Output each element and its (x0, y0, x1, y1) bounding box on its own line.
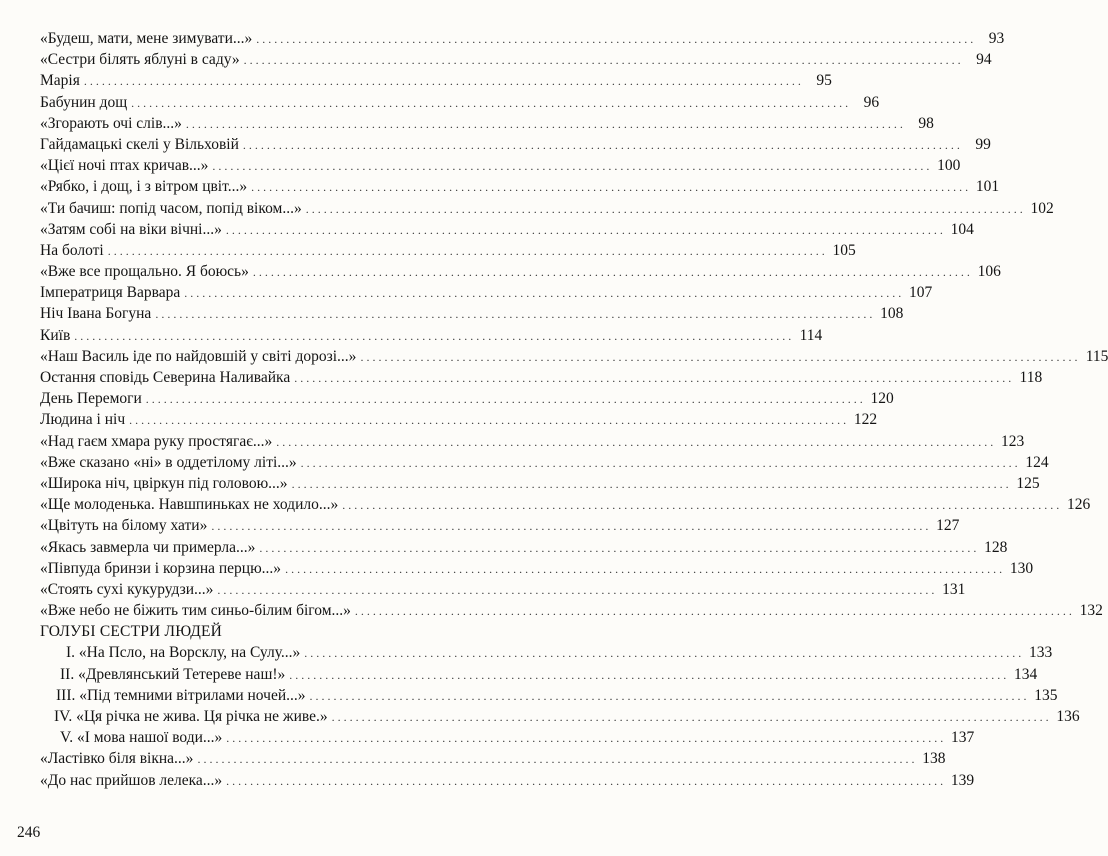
dot-leader: ........................................................................................................................ (155, 307, 876, 322)
toc-row (40, 388, 894, 409)
dot-leader: ........................................................................................................................ (285, 561, 1006, 576)
toc-title: Людина і ніч (40, 411, 126, 429)
section-heading: ГОЛУБІ СЕСТРИ ЛЮДЕЙ (40, 623, 223, 641)
toc-row (40, 198, 1054, 219)
toc-title: День Перемоги (40, 390, 142, 408)
toc-page-number: 131 (942, 580, 966, 598)
dot-leader: ........................................................................................................................ (291, 476, 1012, 491)
toc-page-number: 107 (909, 284, 933, 302)
toc-title: «Півпуда бринзи і корзина перцю...» (40, 559, 282, 577)
toc-page-number: 130 (1009, 559, 1034, 577)
toc-title: Київ (40, 326, 71, 344)
dot-leader: ........................................................................................................................ (252, 265, 973, 280)
dot-leader: ........................................................................................................................ (197, 752, 918, 767)
toc-title: «Наш Василь іде по найдовшій у світі дорозі...» (40, 347, 357, 365)
toc-subtitle: IV. «Ця річка не жива. Ця річка не живе.» (54, 708, 328, 725)
toc-page-number: 94 (976, 51, 992, 69)
toc-row (40, 748, 946, 769)
toc-title: «Цієї ночі птах кричав...» (40, 157, 209, 175)
dot-leader: ........................................................................................................................ (304, 646, 1025, 661)
toc-title: «Рябко, і дощ, і з вітром цвіт...» (40, 178, 248, 196)
table-of-contents (40, 28, 1108, 791)
toc-title: «До нас прийшов лелека...» (40, 771, 223, 789)
toc-page-number: 100 (937, 157, 961, 175)
toc-row (40, 452, 1049, 473)
toc-row (40, 431, 1025, 452)
toc-row (40, 515, 960, 536)
toc-page-number: 128 (984, 538, 1008, 556)
toc-title: «Якась завмерла чи примерла...» (40, 538, 256, 556)
toc-row (40, 770, 975, 791)
dot-leader: ........................................................................................................................ (342, 498, 1063, 513)
toc-title: «Широка ніч, цвіркун під головою...» (40, 474, 288, 492)
toc-title: Ніч Івана Богуна (40, 305, 152, 323)
toc-page-number: 99 (975, 135, 991, 153)
toc-row (40, 261, 1001, 282)
toc-page-number: 96 (863, 93, 880, 111)
dot-leader: ........................................................................................................................ (74, 328, 795, 343)
dot-leader: ........................................................................................................................ (226, 773, 947, 788)
dot-leader: ........................................................................................................................ (185, 116, 906, 131)
toc-title: Марія (40, 72, 80, 90)
toc-page-number: 133 (1029, 644, 1053, 662)
toc-page-number: 122 (853, 411, 878, 429)
toc-row (40, 28, 1005, 49)
dot-leader: ........................................................................................................................ (145, 392, 866, 407)
toc-row (40, 155, 961, 176)
toc-row (40, 303, 904, 324)
toc-page-number: 123 (1001, 432, 1025, 450)
dot-leader: ........................................................................................................................ (184, 286, 905, 301)
toc-row (40, 558, 1034, 579)
toc-row (40, 325, 823, 346)
toc-title: «Будеш, мати, мене зимувати...» (40, 30, 253, 47)
toc-title: На болоті (40, 241, 104, 259)
dot-leader: ........................................................................................................................ (217, 582, 938, 597)
toc-page-number: 108 (880, 305, 904, 323)
dot-leader: ........................................................................................................................ (131, 95, 852, 110)
toc-page-number: 138 (922, 750, 946, 768)
toc-page-number: 134 (1014, 665, 1038, 683)
toc-page-number: 118 (1019, 369, 1043, 386)
toc-title: «Стоять сухі кукурудзи...» (40, 580, 214, 598)
dot-leader: ........................................................................................................................ (107, 243, 828, 258)
toc-title: Остання сповідь Северина Наливайка (40, 369, 291, 386)
toc-page-number: 104 (950, 220, 974, 238)
toc-title: «Вже небо не біжить тим синьо-білим бігом...» (40, 602, 351, 620)
toc-page-number: 135 (1034, 686, 1058, 704)
toc-title: Бабунин дощ (40, 93, 128, 111)
section-heading-row (40, 621, 518, 642)
toc-row (40, 494, 1091, 515)
dot-leader: ........................................................................................................................ (211, 519, 932, 534)
dot-leader: ........................................................................................................................ (256, 32, 977, 46)
toc-page-number: 115 (1085, 347, 1108, 365)
dot-leader: ........................................................................................................................ (226, 731, 947, 746)
dot-leader: ........................................................................................................................ (305, 201, 1026, 216)
toc-page-number: 102 (1030, 199, 1054, 217)
toc-title: «Над гаєм хмара руку простягає...» (40, 432, 273, 450)
toc-row (40, 240, 856, 261)
dot-leader: ........................................................................................................................ (242, 137, 963, 152)
toc-row (40, 49, 992, 70)
toc-row (40, 176, 1000, 197)
toc-page-number: 98 (918, 114, 934, 132)
toc-row (40, 367, 1043, 388)
toc-title: «Ще молоденька. Навшпиньках не ходило...» (40, 496, 339, 514)
toc-subtitle: V. «І мова нашої води...» (60, 729, 223, 747)
toc-subtitle: III. «Під темними вітрилами ночей...» (56, 686, 306, 704)
toc-page-number: 136 (1056, 708, 1080, 725)
toc-page-number: 101 (975, 178, 1000, 196)
toc-row (40, 409, 878, 430)
dot-leader: ........................................................................................................................ (83, 74, 804, 89)
toc-page-number: 105 (832, 241, 856, 259)
dot-leader: ........................................................................................................................ (289, 667, 1010, 682)
toc-page-number: 95 (816, 72, 832, 90)
toc-title: «Ластівко біля вікна...» (40, 750, 194, 768)
toc-title: «Згорають очі слів...» (40, 114, 182, 132)
page-number-footer: 246 (17, 824, 41, 841)
toc-page-number: 114 (799, 326, 823, 344)
toc-title: «Вже все прощально. Я боюсь» (40, 263, 249, 281)
toc-page-number: 139 (950, 771, 975, 789)
toc-row (40, 113, 934, 134)
toc-title: «Затям собі на віки вічні...» (40, 220, 222, 238)
dot-leader: ........................................................................................................................ (300, 455, 1021, 470)
toc-subrow (40, 685, 1058, 706)
toc-page-number: 93 (988, 30, 1005, 47)
toc-subrow (40, 706, 1080, 727)
toc-page-number: 124 (1025, 453, 1049, 471)
toc-row (40, 92, 880, 113)
toc-row (40, 473, 1040, 494)
toc-page-number: 106 (977, 263, 1001, 281)
toc-subtitle: II. «Древлянський Тетереве наш!» (60, 665, 286, 683)
toc-title: Гайдамацькі скелі у Вільховій (40, 135, 239, 153)
toc-subrow (40, 664, 1038, 685)
toc-title: Імператриця Варвара (40, 284, 181, 302)
dot-leader: ........................................................................................................................ (212, 159, 933, 174)
dot-leader: ........................................................................................................................ (360, 349, 1081, 364)
dot-leader: ........................................................................................................................ (129, 413, 850, 428)
dot-leader: ........................................................................................................................ (276, 434, 997, 449)
toc-page-number: 137 (951, 729, 975, 747)
toc-page-number: 132 (1079, 602, 1103, 620)
toc-page-number: 125 (1016, 474, 1040, 492)
toc-page-number: 127 (936, 517, 960, 535)
toc-row (40, 579, 966, 600)
toc-page-number: 126 (1066, 496, 1091, 514)
toc-title: «Цвітуть на білому хати» (40, 517, 208, 535)
toc-subtitle: I. «На Псло, на Ворсклу, на Сулу...» (66, 644, 301, 662)
toc-row (40, 346, 1108, 367)
toc-row (40, 219, 974, 240)
toc-title: «Ти бачиш: попід часом, попід віком...» (40, 199, 302, 217)
dot-leader: ........................................................................................................................ (354, 604, 1075, 619)
toc-title: «Вже сказано «ні» в оддетілому літі...» (40, 453, 297, 471)
dot-leader: ........................................................................................................................ (331, 710, 1052, 724)
toc-page-number: 120 (870, 390, 894, 408)
dot-leader: ........................................................................................................................ (225, 222, 946, 237)
toc-row (40, 600, 1103, 621)
toc-row (40, 537, 1008, 558)
toc-subrow (40, 642, 1053, 663)
toc-row (40, 282, 933, 303)
toc-subrow (40, 727, 975, 748)
dot-leader: ........................................................................................................................ (251, 180, 972, 195)
dot-leader: ........................................................................................................................ (259, 540, 980, 555)
toc-title: «Сестри білять яблуні в саду» (40, 51, 240, 69)
dot-leader: ........................................................................................................................ (309, 688, 1030, 703)
toc-row (40, 70, 832, 91)
dot-leader: ........................................................................................................................ (294, 371, 1015, 385)
dot-leader: ........................................................................................................................ (243, 53, 964, 68)
toc-row (40, 134, 991, 155)
